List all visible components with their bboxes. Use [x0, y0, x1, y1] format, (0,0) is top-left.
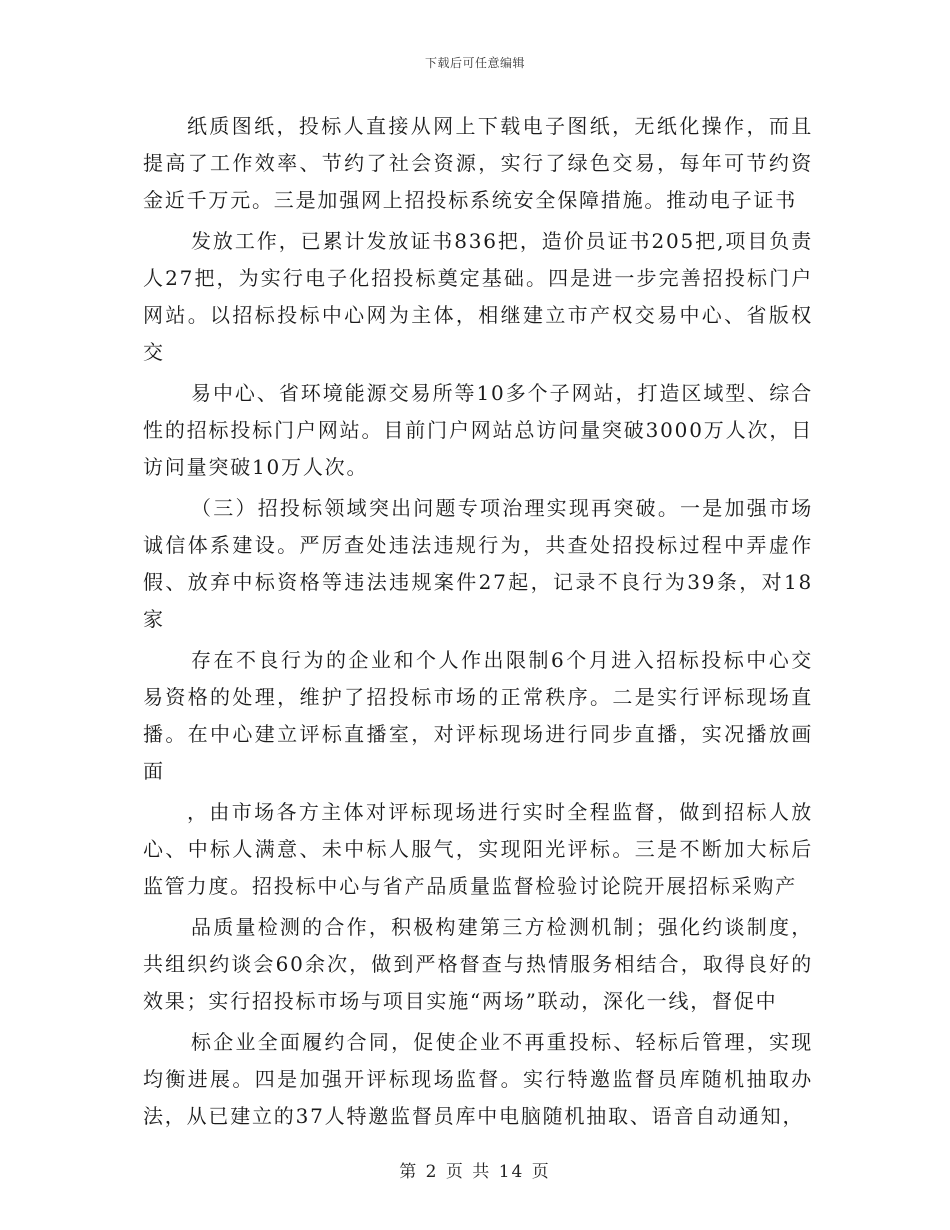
paragraph: 存在不良行为的企业和个人作出限制6个月进入招标投标中心交易资格的处理，维护了招投标市场的正常秩序。二是实行评标现场直播。在中心建立评标直播室，对评标现场进行同步直播，实况播放画面: [143, 648, 813, 783]
paragraph: ，由市场各方主体对评标现场进行实时全程监督，做到招标人放心、中标人满意、未中标人服气，实现阳光评标。三是不断加大标后监管力度。招投标中心与省产品质量监督检验讨论院开展招标采购产: [143, 800, 813, 898]
document-body: [143, 108, 813, 1139]
paragraph: 发放工作，已累计发放证书836把，造价员证书205把,项目负责人27把，为实行电子化招投标奠定基础。四是进一步完善招投标门户网站。以招标投标中心网为主体，相继建立市产权交易中心、省版权交: [143, 229, 813, 364]
paragraph: 品质量检测的合作，积极构建第三方检测机制；强化约谈制度，共组织约谈会60余次，做到严格督查与热情服务相结合，取得良好的效果；实行招投标市场与项目实施“两场”联动，深化一线，督促中: [143, 915, 813, 1013]
page-number-footer: 第 2 页 共 14 页: [399, 1162, 551, 1182]
paragraph: 标企业全面履约合同，促使企业不再重投标、轻标后管理，实现均衡进展。四是加强开评标现场监督。实行特邀监督员库随机抽取办法，从已建立的37人特邀监督员库中电脑随机抽取、语音自动通知，: [143, 1030, 813, 1128]
paragraph: （三）招投标领域突出问题专项治理实现再突破。一是加强市场诚信体系建设。严厉查处违法违规行为，共查处招投标过程中弄虚作假、放弃中标资格等违法违规案件27起，记录不良行为39条，对18家: [143, 496, 813, 631]
paragraph: 纸质图纸，投标人直接从网上下载电子图纸，无纸化操作，而且提高了工作效率、节约了社会资源，实行了绿色交易，每年可节约资金近千万元。三是加强网上招投标系统安全保障措施。推动电子证书: [143, 114, 813, 212]
paragraph: 易中心、省环境能源交易所等10多个子网站，打造区域型、综合性的招标投标门户网站。目前门户网站总访问量突破3000万人次，日访问量突破10万人次。: [143, 381, 813, 479]
page-header: 下载后可任意编辑: [424, 56, 525, 70]
